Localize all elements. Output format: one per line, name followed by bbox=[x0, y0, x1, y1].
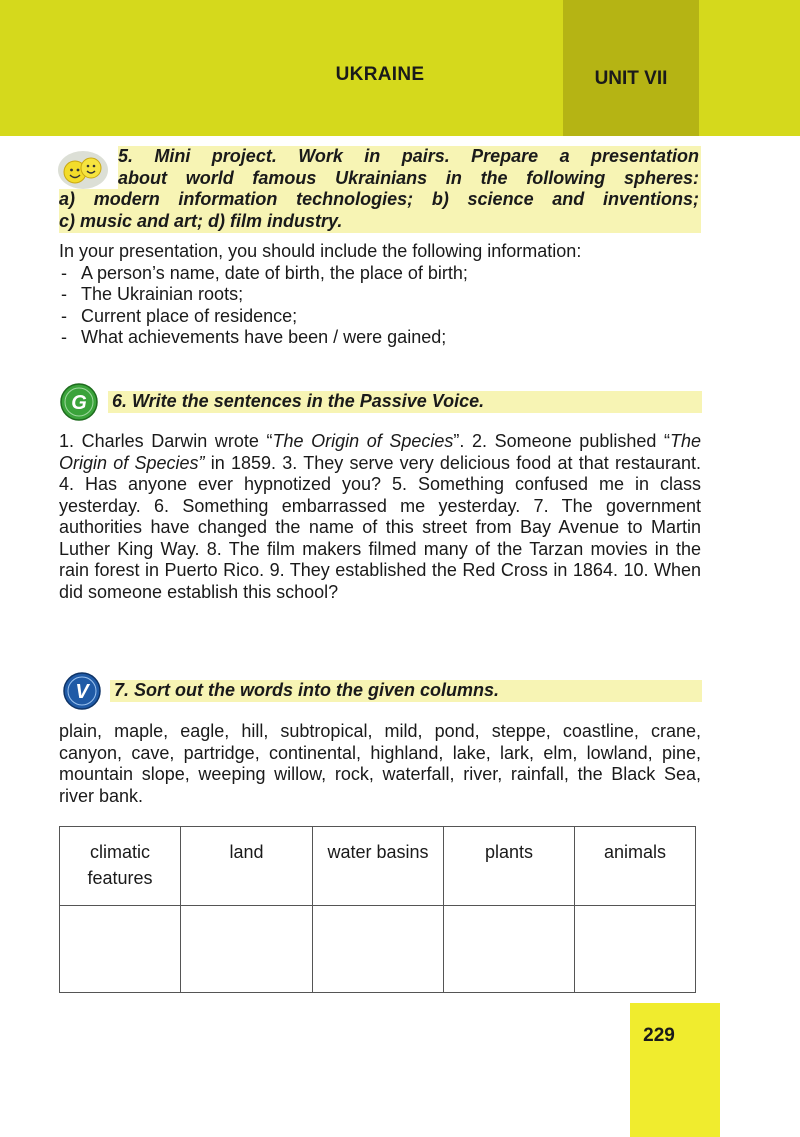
text-segment: ”. 2. Someone published “ bbox=[453, 431, 670, 451]
page-number: 229 bbox=[643, 1025, 675, 1046]
list-item: - Current place of residence; bbox=[59, 306, 701, 328]
task7-heading bbox=[110, 680, 702, 702]
list-item: - A person’s name, date of birth, the place of birth; bbox=[59, 263, 701, 285]
task6-heading-text: 6. Write the sentences in the Passive Voice. bbox=[112, 391, 485, 411]
table-cell[interactable] bbox=[60, 906, 181, 993]
table-header-row bbox=[60, 827, 696, 906]
task5-heading-line: a) modern information technologies; b) science and inventions; bbox=[59, 189, 699, 209]
column-header-plants bbox=[444, 827, 575, 906]
task5-heading-line: 5. Mini project. Work in pairs. Prepare a presentation bbox=[118, 146, 699, 166]
page-number-box bbox=[630, 1003, 720, 1137]
table-cell[interactable] bbox=[444, 906, 575, 993]
column-header-text: climatic features bbox=[87, 842, 153, 888]
table-cell[interactable] bbox=[181, 906, 313, 993]
task6-sentences bbox=[59, 431, 701, 603]
book-title: The Origin of Species” bbox=[59, 431, 702, 473]
task5-heading-line: about world famous Ukrainians in the following spheres: bbox=[118, 167, 699, 188]
task5-heading-line: c) music and art; d) film industry. bbox=[59, 210, 343, 231]
table-row bbox=[60, 906, 696, 993]
task5-body bbox=[59, 241, 701, 349]
task7-words: plain, maple, eagle, hill, subtropical, mild, pond, steppe, coastline, crane, canyon, cave, partridge, continental, highland, lake, lark, elm, lowland, pine, mountain slope, weeping willow, rock, waterfall, river, rainfall, the Black Sea, river bank. bbox=[59, 721, 701, 806]
book-title: The Origin of Species bbox=[272, 431, 454, 451]
task5-heading-continued bbox=[59, 189, 701, 233]
task6-body bbox=[59, 431, 701, 603]
table-cell[interactable] bbox=[575, 906, 696, 993]
column-header-text: water basins bbox=[327, 842, 429, 862]
text-segment: 1. Charles Darwin wrote “ bbox=[59, 431, 273, 451]
page-title: UKRAINE bbox=[335, 64, 425, 85]
list-item: - The Ukrainian roots; bbox=[59, 284, 701, 306]
sorting-table bbox=[59, 826, 696, 993]
task7-word-list bbox=[59, 721, 701, 807]
grammar-icon-letter: G bbox=[71, 392, 87, 414]
unit-label: UNIT VII bbox=[594, 68, 668, 89]
column-header-text: animals bbox=[603, 842, 667, 862]
column-header-water-basins bbox=[313, 827, 444, 906]
vocabulary-v-icon bbox=[63, 672, 101, 710]
table-cell[interactable] bbox=[313, 906, 444, 993]
column-header-animals bbox=[575, 827, 696, 906]
text-segment: in 1859. 3. They serve very delicious food at that restaurant. 4. Has anyone ever hypnotized you? 5. Something confused me in class yesterday. 6. Something embarrassed me yesterday. 7. The government authorities have changed the name of this street from Bay Avenue to Martin Luther King Way. 8. The film makers filmed many of the Tarzan movies in the rain forest in Puerto Rico. 9. They established the Red Cross in 1864. 10. When did someone establish this school? bbox=[59, 452, 701, 602]
task5-bullet-list bbox=[59, 263, 701, 349]
column-header-text: land bbox=[229, 842, 264, 862]
column-header-climatic-features bbox=[60, 827, 181, 906]
vocabulary-icon-letter: V bbox=[75, 681, 89, 703]
grammar-g-icon bbox=[60, 383, 98, 421]
task7-heading-text: 7. Sort out the words into the given columns. bbox=[114, 680, 500, 700]
task5-intro: In your presentation, you should include the following information: bbox=[59, 241, 582, 261]
task5-heading bbox=[118, 146, 701, 190]
pair-work-smiley-faces-icon bbox=[57, 150, 109, 190]
task6-heading bbox=[108, 391, 702, 413]
list-item: - What achievements have been / were gained; bbox=[59, 327, 701, 349]
column-header-text: plants bbox=[484, 842, 534, 862]
column-header-land bbox=[181, 827, 313, 906]
